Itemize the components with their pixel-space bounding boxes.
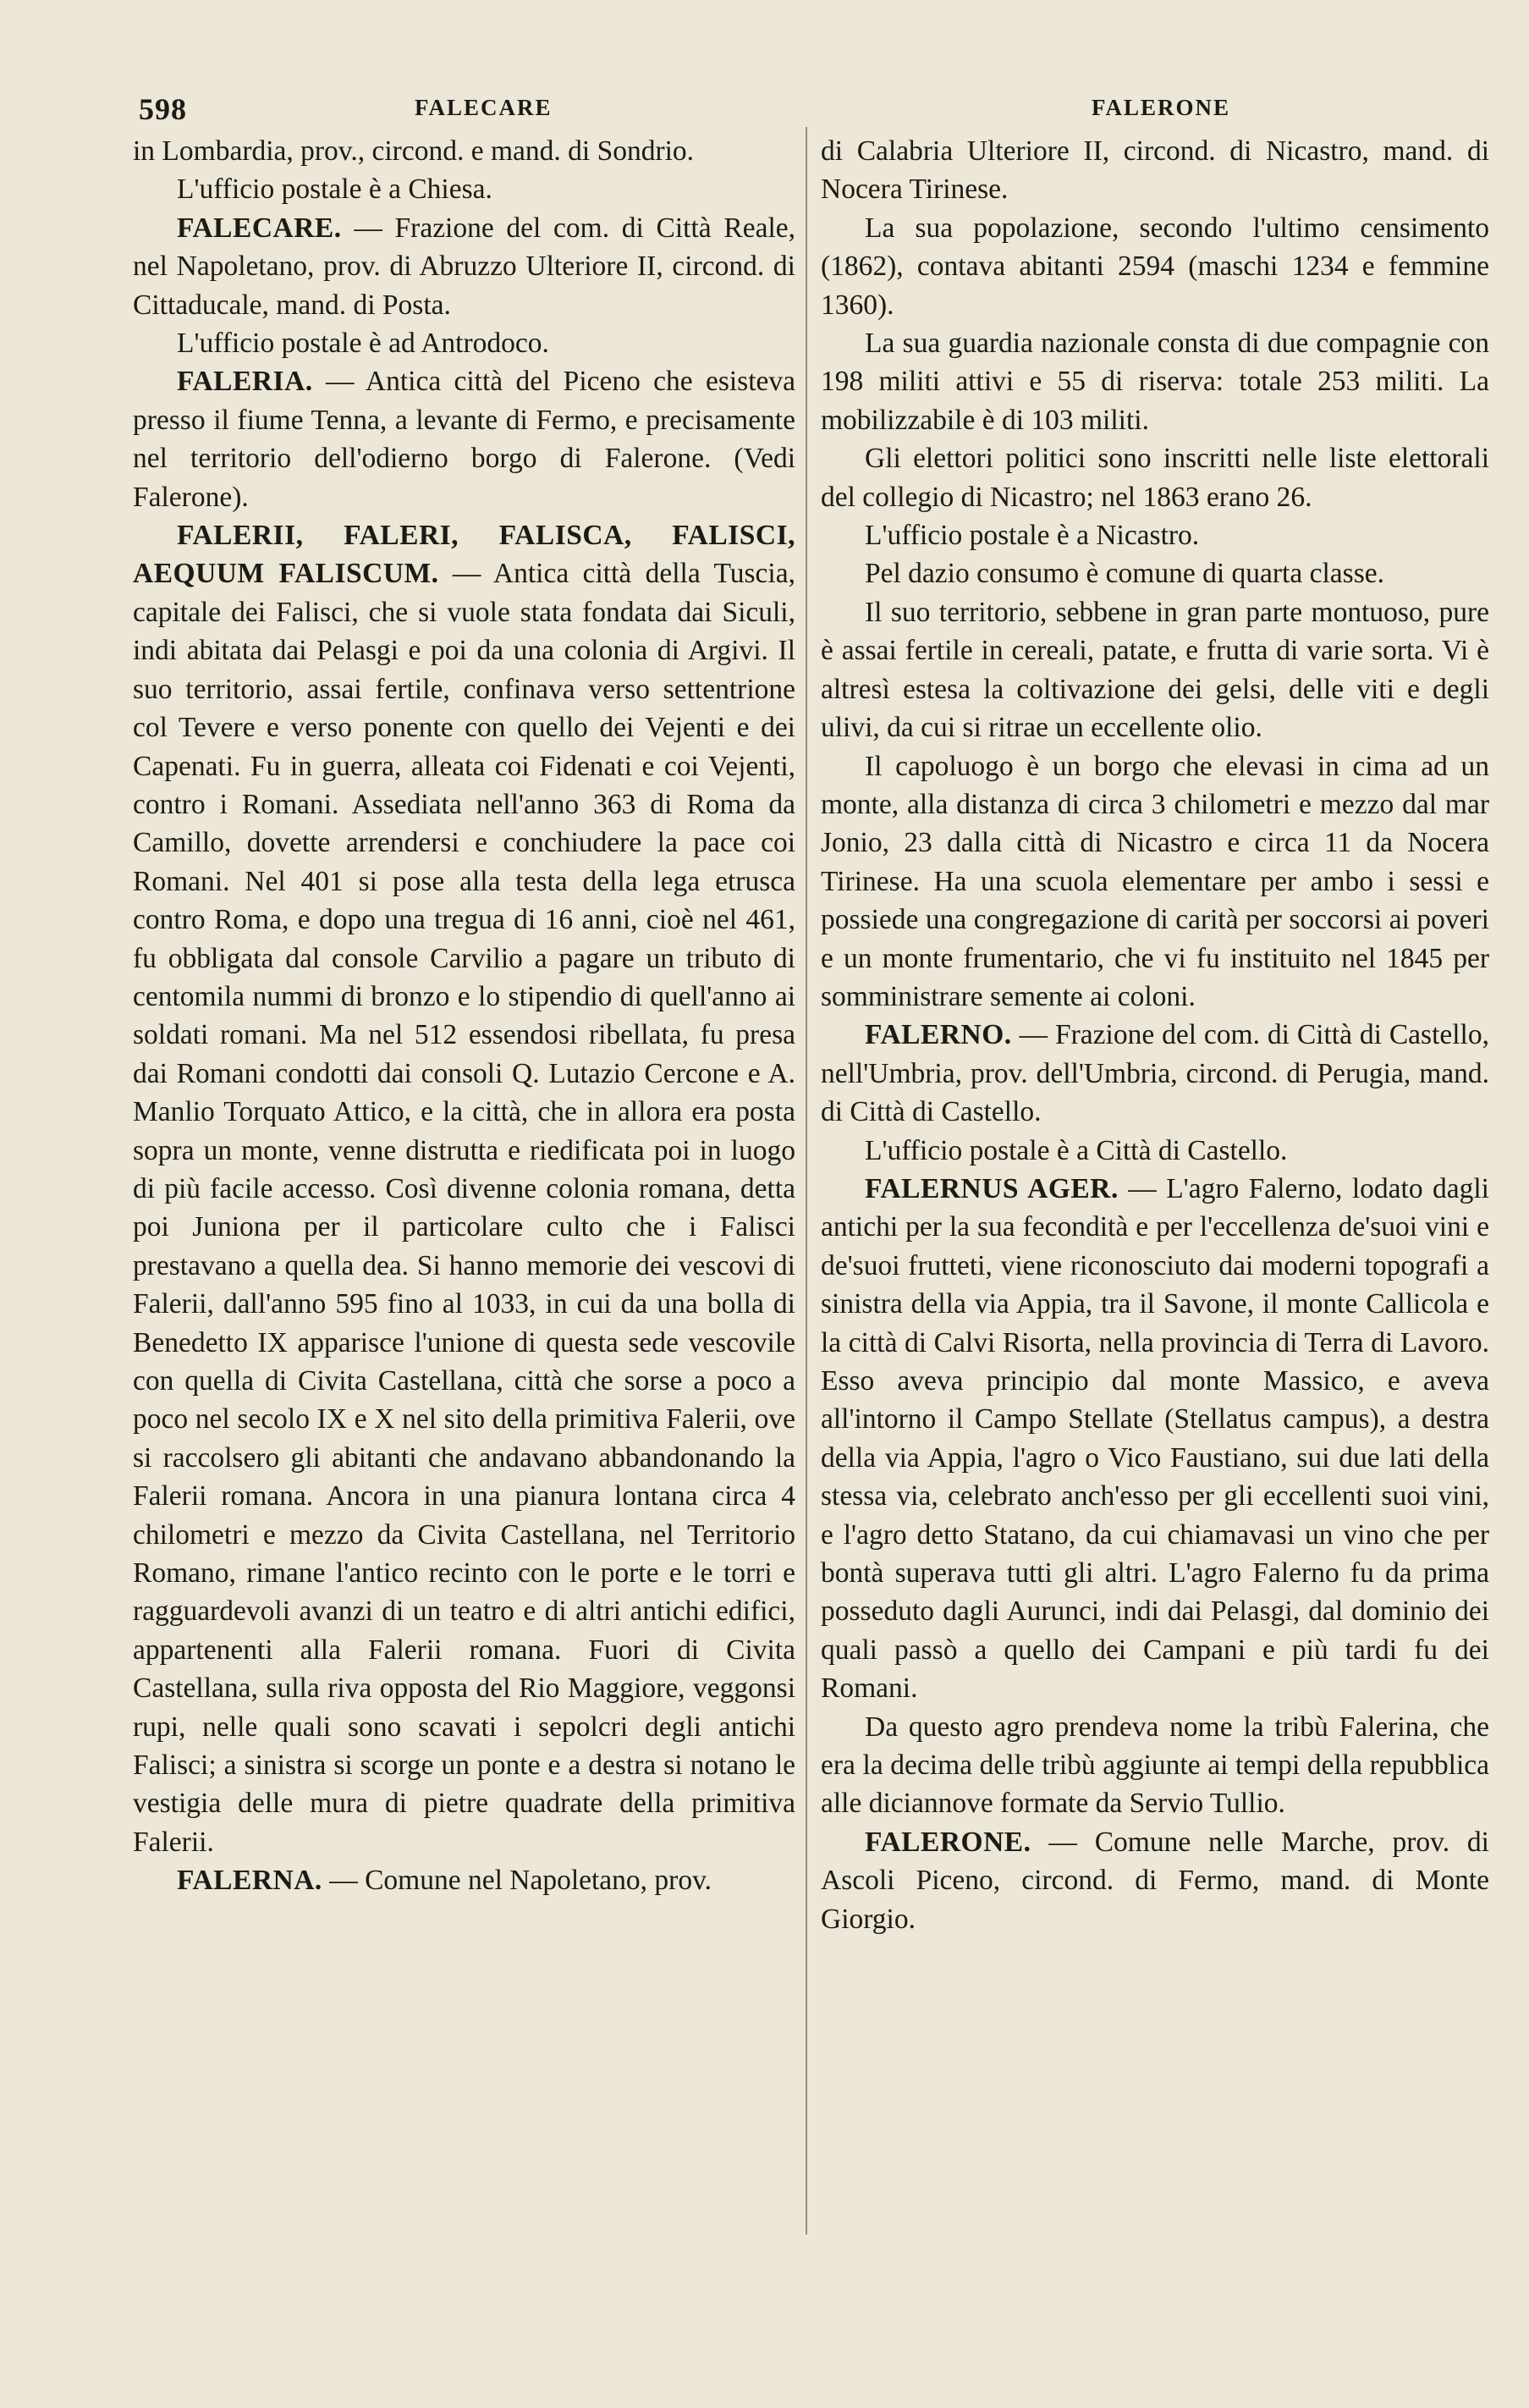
entry-paragraph xyxy=(821,1170,1489,1708)
entry-text: Il suo territorio, sebbene in gran parte montuoso, pure è assai fertile in cereali, patate, e frutta di varie sorta. Vi è altresì estesa la coltivazione dei gelsi, delle viti e degli ulivi, da cui si ritrae un eccellente olio. xyxy=(821,596,1489,744)
entry-headword: FALERONE. xyxy=(865,1826,1031,1858)
entry-paragraph xyxy=(821,516,1489,554)
entry-text: di Calabria Ulteriore II, circond. di Nicastro, mand. di Nocera Tirinese. xyxy=(821,135,1489,206)
entry-text: L'ufficio postale è a Chiesa. xyxy=(177,174,492,206)
entry-headword: FALECARE. xyxy=(177,212,342,244)
entry-text: — Comune nel Napoletano, prov. xyxy=(322,1865,712,1897)
entry-paragraph xyxy=(821,1132,1489,1170)
running-head-left: FALECARE xyxy=(415,95,553,120)
entry-text: L'ufficio postale è ad Antrodoco. xyxy=(177,328,549,360)
entry-headword: FALERNUS AGER. xyxy=(865,1172,1119,1204)
entry-paragraph xyxy=(821,439,1489,516)
entry-paragraph xyxy=(821,1016,1489,1131)
entry-text: Da questo agro prendeva nome la tribù Falerina, che era la decima delle tribù aggiunte ai tempi della repubblica alle diciannove formate da Servio Tullio. xyxy=(821,1711,1489,1820)
entry-paragraph xyxy=(821,1823,1489,1938)
entry-text: L'ufficio postale è a Città di Castello. xyxy=(865,1134,1288,1166)
entry-text: L'ufficio postale è a Nicastro. xyxy=(865,520,1200,552)
entry-paragraph xyxy=(133,1861,795,1899)
entry-text: — Frazione del com. di Città di Castello, nell'Umbria, prov. dell'Umbria, circond. di Perugia, mand. di Città di Castello. xyxy=(821,1019,1489,1128)
entry-paragraph xyxy=(821,593,1489,747)
entry-headword: FALERNA. xyxy=(177,1865,322,1897)
entry-paragraph xyxy=(133,362,795,516)
entry-paragraph xyxy=(821,747,1489,1017)
entry-paragraph xyxy=(133,170,795,208)
entry-text: La sua guardia nazionale consta di due compagnie con 198 militi attivi e 55 di riserva: totale 253 militi. La mobilizzabile è di 103 militi. xyxy=(821,328,1489,436)
entry-paragraph xyxy=(821,209,1489,324)
entry-text: Pel dazio consumo è comune di quarta classe. xyxy=(865,558,1384,590)
left-column xyxy=(133,132,795,1900)
entry-headword: FALERIA. xyxy=(177,366,313,398)
entry-paragraph xyxy=(821,132,1489,209)
entry-headword: FALERNO. xyxy=(865,1019,1012,1051)
right-column xyxy=(821,132,1489,1938)
entry-paragraph xyxy=(821,1708,1489,1823)
entry-text: in Lombardia, prov., circond. e mand. di Sondrio. xyxy=(133,135,695,167)
entry-text: — L'agro Falerno, lodato dagli antichi per la sua fecondità e per l'eccellenza de'suoi vini e de'suoi frutteti, viene riconosciuto dai moderni topografi a sinistra della via Appia, tra il Savone, il monte Callicola e la città di Calvi Risorta, nella provincia di Terra di Lavoro. Esso aveva principio dal monte Massico, e aveva all'intorno il Campo Stellate (Stellatus campus), a destra della via Appia, l'agro o Vico Faustiano, sui due lati della stessa via, celebrato anch'esso per gli eccellenti suoi vini, e l'agro detto Statano, da cui chiamavasi un vino che per bontà superava tutti gli altri. L'agro Falerno fu da prima posseduto dagli Aurunci, indi dai Pelasgi, dal dominio dei quali passò a quello dei Campani e più tardi fu dei Romani. xyxy=(821,1172,1489,1705)
entry-text: — Antica città della Tuscia, capitale dei Falisci, che si vuole stata fondata dai Siculi, indi abitata dai Pelasgi e poi da una colonia di Argivi. Il suo territorio, assai fertile, confinava verso settentrione col Tevere e verso ponente con quello dei Vejenti e dei Capenati. Fu in guerra, alleata coi Fidenati e coi Vejenti, contro i Romani. Assediata nell'anno 363 di Roma da Camillo, dovette arrendersi e conchiudere la pace coi Romani. Nel 401 si pose alla testa della lega etrusca contro Roma, e dopo una tregua di 16 anni, cioè nel 461, fu obbligata dal console Carvilio a pagare un tributo di centomila nummi di bronzo e lo stipendio di quell'anno ai soldati romani. Ma nel 512 essendosi ribellata, fu presa dai Romani condotti dai consoli Q. Lutazio Cercone e A. Manlio Torquato Attico, e la città, che in allora era posta sopra un monte, venne distrutta e riedificata poi in luogo di più facile accesso. Così divenne colonia romana, detta poi Juniona per il particolare culto che i Falisci prestavano a quella dea. Si hanno memorie dei vescovi di Falerii, dall'anno 595 fino al 1033, in cui da una bolla di Benedetto IX apparisce l'unione di questa sede vescovile con quella di Civita Castellana, città che sorse a poco a poco nel secolo IX e X nel sito della primitiva Falerii, ove si raccolsero gli abitanti che andavano abbandonando la Falerii romana. Ancora in una pianura lontana circa 4 chilometri e mezzo da Civita Castellana, nel Territorio Romano, rimane l'antico recinto con le porte e le torri e ragguardevoli avanzi di un teatro e di altri antichi edifici, appartenenti alla Falerii romana. Fuori di Civita Castellana, sulla riva opposta del Rio Maggiore, veggonsi rupi, nelle quali sono scavati i sepolcri degli antichi Falisci; a sinistra si scorge un ponte e a destra si notano le vestigia delle mura di pietre quadrate della primitiva Falerii. xyxy=(133,558,795,1858)
page-number: 598 xyxy=(139,92,187,126)
entry-paragraph xyxy=(133,209,795,324)
entry-paragraph xyxy=(821,554,1489,592)
entry-paragraph xyxy=(133,516,795,1861)
entry-headword: FALERII, FALERI, FALISCA, FALISCI, AEQUUM FALISCUM. xyxy=(133,520,795,590)
entry-text: Gli elettori politici sono inscritti nelle liste elettorali del collegio di Nicastro; nel 1863 erano 26. xyxy=(821,443,1489,513)
entry-text: — Frazione del com. di Città Reale, nel Napoletano, prov. di Abruzzo Ulteriore II, circond. di Cittaducale, mand. di Posta. xyxy=(133,212,795,321)
entry-text: La sua popolazione, secondo l'ultimo censimento (1862), contava abitanti 2594 (maschi 1234 e femmine 1360). xyxy=(821,212,1489,321)
entry-text: Il capoluogo è un borgo che elevasi in cima ad un monte, alla distanza di circa 3 chilometri e mezzo dal mar Jonio, 23 dalla città di Nicastro e circa 11 da Nocera Tirinese. Ha una scuola elementare per ambo i sessi e possiede una congregazione di carità per soccorsi ai poveri e un monte frumentario, che vi fu instituito nel 1845 per somministrare semente ai coloni. xyxy=(821,750,1489,1012)
entry-paragraph xyxy=(133,324,795,362)
entry-paragraph xyxy=(821,324,1489,439)
entry-text: — Antica città del Piceno che esisteva presso il fiume Tenna, a levante di Fermo, e precisamente nel territorio dell'odierno borgo di Falerone. (Vedi Falerone). xyxy=(133,366,795,513)
entry-text: — Comune nelle Marche, prov. di Ascoli Piceno, circond. di Fermo, mand. di Monte Giorgio. xyxy=(821,1826,1489,1935)
running-head-right: FALERONE xyxy=(1092,95,1231,120)
entry-paragraph xyxy=(133,132,795,170)
column-divider xyxy=(806,127,807,2234)
